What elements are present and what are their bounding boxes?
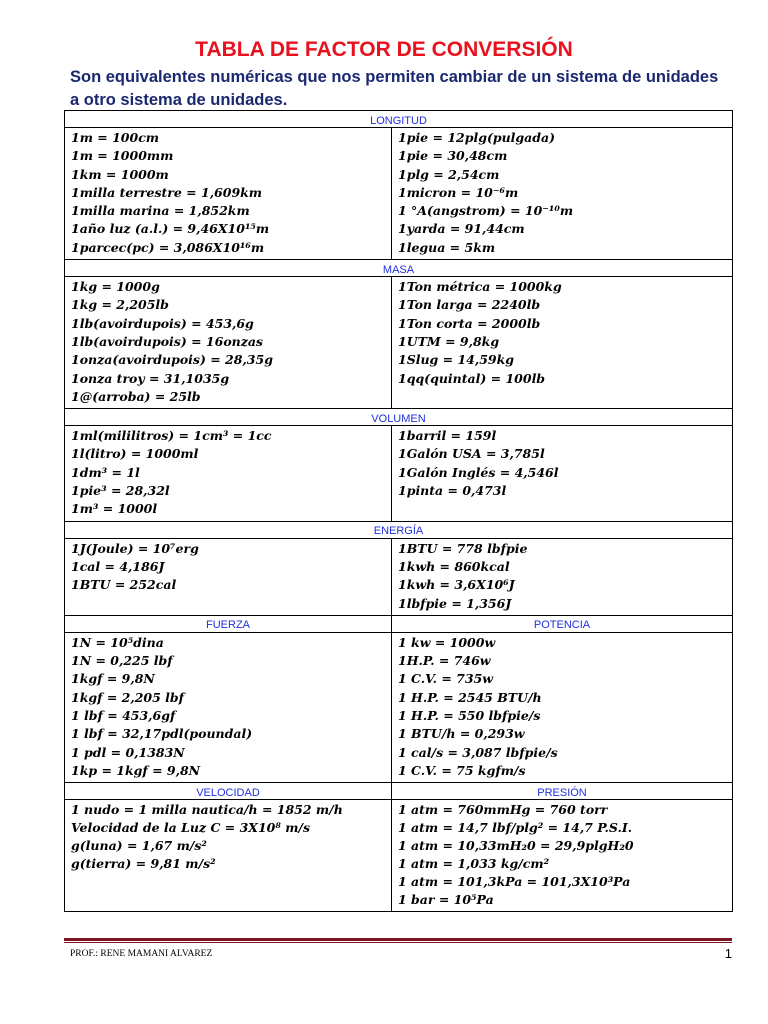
conversion-line: 1m = 100cm [71,130,160,145]
conversion-line: 1 atm = 101,3kPa = 101,3X10³Pa [398,874,631,890]
conversion-line: 1kp = 1kgf = 9,8N [71,762,201,778]
conversion-line: 1año luz (a.l.) = 9,46X10¹⁵m [71,221,270,237]
longitud-right-cell [392,128,733,260]
conversion-line: 1lbfpie = 1,356J [398,595,512,611]
conversion-table [64,110,733,912]
conversion-line: 1kg = 2,205lb [71,297,169,313]
potencia-cell [392,632,733,782]
section-header-potencia: POTENCIA [392,615,733,632]
conversion-line: 1 C.V. = 735w [398,671,494,687]
conversion-line: 1 cal/s = 3,087 lbfpie/s [398,744,558,760]
conversion-line: 1 BTU/h = 0,293w [398,726,525,742]
section-header-row [65,260,733,277]
conversion-line: 1UTM = 9,8kg [398,333,500,349]
section-header-row [65,615,733,632]
conversion-line: 1km = 1000m [71,166,169,182]
conversion-line: 1@(arroba) = 25lb [71,388,201,404]
conversion-line: 1Galón Inglés = 4,546l [398,464,559,480]
masa-left-cell [65,277,392,409]
section-row-fuerza-potencia [65,632,733,782]
energia-right-cell [392,538,733,615]
section-header-masa: MASA [65,260,733,277]
velocidad-cell [65,800,392,912]
conversion-line: 1 °A(angstrom) = 10⁻¹⁰m [398,203,574,219]
document-subtitle: Son equivalentes numéricas que nos permiten cambiar de un sistema de unidades a otro sistema de unidades. [70,68,719,109]
section-row-volumen [65,426,733,521]
conversion-line: 1 atm = 10,33mH₂0 = 29,9plgH₂0 [398,838,634,854]
conversion-line: 1kgf = 2,205 lbf [71,689,185,705]
section-header-volumen: VOLUMEN [65,409,733,426]
document-title: TABLA DE FACTOR DE CONVERSIÓN [195,38,573,61]
conversion-line: 1milla marina = 1,852km [71,203,250,219]
conversion-line: 1parcec(pc) = 3,086X10¹⁶m [71,239,265,255]
conversion-line: 1micron = 10⁻⁶m [398,184,519,200]
conversion-line: 1 atm = 14,7 lbf/plg² = 14,7 P.S.I. [398,820,633,836]
section-header-row [65,111,733,128]
conversion-line: 1onza(avoirdupois) = 28,35g [71,352,273,368]
conversion-line: Velocidad de la Luz C = 3X10⁸ m/s [71,820,311,836]
conversion-line: 1milla terrestre = 1,609km [71,184,263,200]
conversion-line: 1 atm = 1,033 kg/cm² [398,856,550,872]
conversion-line: 1yarda = 91,44cm [398,221,525,237]
conversion-line: 1ml(mililitros) = 1cm³ = 1cc [71,428,272,444]
longitud-left-cell [65,128,392,260]
conversion-line: 1dm³ = 1l [71,464,140,480]
conversion-line: g(luna) = 1,67 m/s² [71,838,207,854]
section-header-row [65,409,733,426]
conversion-line: 1pinta = 0,473l [398,483,507,499]
conversion-line: 1N = 0,225 lbf [71,653,173,669]
conversion-line: 1 pdl = 0,1383N [71,744,185,760]
conversion-line: 1 kw = 1000w [398,634,496,650]
conversion-line: 1BTU = 252cal [71,577,177,593]
conversion-line: 1 lbf = 32,17pdl(poundal) [71,726,253,742]
conversion-line: 1legua = 5km [398,239,496,255]
section-row-masa [65,277,733,409]
conversion-line: 1onza troy = 31,1035g [71,370,230,386]
section-header-longitud: LONGITUD [65,111,733,128]
conversion-line: 1cal = 4,186J [71,558,165,574]
page-number: 1 [724,946,732,961]
conversion-line: 1BTU = 778 lbfpie [398,540,528,556]
conversion-line: 1 nudo = 1 milla nautica/h = 1852 m/h [71,802,343,818]
conversion-line: 1 H.P. = 2545 BTU/h [398,689,542,705]
conversion-line: 1kwh = 3,6X10⁶J [398,577,515,593]
masa-right-cell [392,277,733,409]
conversion-line: 1m³ = 1000l [71,501,158,517]
conversion-line: 1Ton larga = 2240lb [398,297,541,313]
conversion-line: 1J(Joule) = 10⁷erg [71,540,199,556]
conversion-line: 1qq(quintal) = 100lb [398,370,546,386]
conversion-line: 1 bar = 10⁵Pa [398,892,494,908]
conversion-line: 1m = 1000mm [71,148,174,164]
conversion-line: 1pie = 12plg(pulgada) [398,130,556,145]
section-header-row [65,521,733,538]
conversion-line: 1Galón USA = 3,785l [398,446,545,462]
section-header-row [65,783,733,800]
conversion-line: 1l(litro) = 1000ml [71,446,199,462]
energia-left-cell [65,538,392,615]
conversion-line: 1kg = 1000g [71,279,160,295]
fuerza-cell [65,632,392,782]
conversion-line: 1plg = 2,54cm [398,166,500,182]
conversion-line: 1lb(avoirdupois) = 453,6g [71,315,254,331]
presion-cell [392,800,733,912]
footer-rule-thick [64,938,732,941]
conversion-line: 1 lbf = 453,6gf [71,708,176,724]
conversion-line: 1Ton métrica = 1000kg [398,279,562,295]
volumen-left-cell [65,426,392,521]
conversion-line: 1Slug = 14,59kg [398,352,515,368]
footer-author: PROF.: RENE MAMANI ALVAREZ [70,949,213,959]
conversion-line: g(tierra) = 9,81 m/s² [71,856,216,872]
section-row-longitud [65,128,733,260]
section-header-fuerza: FUERZA [65,615,392,632]
conversion-line: 1lb(avoirdupois) = 16onzas [71,333,263,349]
section-header-velocidad: VELOCIDAD [65,783,392,800]
conversion-line: 1 C.V. = 75 kgfm/s [398,762,526,778]
conversion-line: 1barril = 159l [398,428,497,444]
conversion-line: 1pie = 30,48cm [398,148,508,164]
conversion-line: 1kwh = 860kcal [398,558,510,574]
section-header-energia: ENERGÍA [65,521,733,538]
conversion-line: 1 atm = 760mmHg = 760 torr [398,802,608,818]
section-header-presion: PRESIÓN [392,783,733,800]
conversion-line: 1H.P. = 746w [398,653,491,669]
section-row-velocidad-presion [65,800,733,912]
conversion-line: 1N = 10⁵dina [71,634,164,650]
conversion-line: 1Ton corta = 2000lb [398,315,541,331]
conversion-line: 1 H.P. = 550 lbfpie/s [398,708,541,724]
conversion-line: 1pie³ = 28,32l [71,483,170,499]
volumen-right-cell [392,426,733,521]
conversion-line: 1kgf = 9,8N [71,671,155,687]
section-row-energia [65,538,733,615]
footer-rule-thin [64,942,732,943]
